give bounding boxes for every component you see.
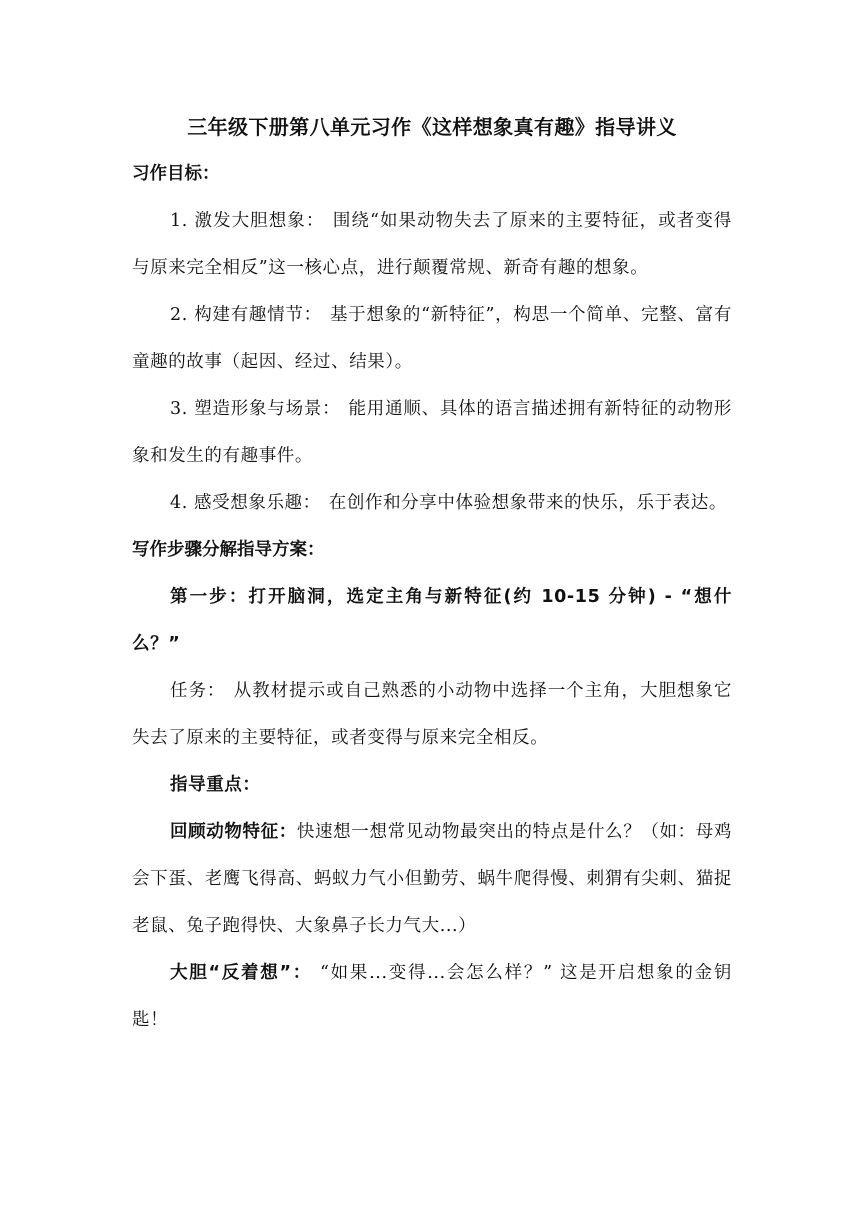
goal-text: 能用通顺、具体的语言描述拥有新特征的动物形象和发生的有趣事件。 xyxy=(132,399,732,466)
step1-task xyxy=(132,668,732,762)
steps-heading: 写作步骤分解指导方案： xyxy=(132,540,325,560)
goal-text: 在创作和分享中体验想象带来的快乐，乐于表达。 xyxy=(328,493,727,513)
goal-label: 3. 塑造形象与场景： xyxy=(170,399,341,419)
goal-label: 2. 构建有趣情节： xyxy=(170,305,322,325)
reverse-paragraph xyxy=(132,950,732,1044)
step1-title: 第一步：打开脑洞，选定主角与新特征(约 10-15 分钟) - “想什么？” xyxy=(132,587,732,654)
task-text: 从教材提示或自己熟悉的小动物中选择一个主角，大胆想象它失去了原来的主要特征，或者变得与原来完全相反。 xyxy=(132,681,732,748)
goal-label: 4. 感受想象乐趣： xyxy=(170,493,321,513)
goal-item xyxy=(132,386,732,480)
goal-text: 围绕“如果动物失去了原来的主要特征，或者变得与原来完全相反”这一核心点，进行颠覆常规、新奇有趣的想象。 xyxy=(132,211,732,278)
review-paragraph xyxy=(132,809,732,950)
reverse-text: “如果...变得...会怎么样？” 这是开启想象的金钥匙！ xyxy=(132,963,732,1030)
task-label: 任务： xyxy=(170,681,226,701)
goal-item xyxy=(132,292,732,386)
review-text: 快速想一想常见动物最突出的特点是什么？（如：母鸡会下蛋、老鹰飞得高、蚂蚁力气小但勤劳、蜗牛爬得慢、刺猬有尖刺、猫捉老鼠、兔子跑得快、大象鼻子长力气大...） xyxy=(132,822,733,936)
document-title: 三年级下册第八单元习作《这样想象真有趣》指导讲义 xyxy=(187,115,677,139)
goal-item xyxy=(132,198,732,292)
review-label: 回顾动物特征： xyxy=(170,822,297,842)
goal-text: 基于想象的“新特征”，构思一个简单、完整、富有童趣的故事（起因、经过、结果）。 xyxy=(132,305,732,372)
document-body xyxy=(132,104,732,1044)
goal-item xyxy=(132,480,732,527)
reverse-label: 大胆“反着想”： xyxy=(170,963,312,983)
goals-heading: 习作目标： xyxy=(132,164,220,184)
goal-label: 1. 激发大胆想象： xyxy=(170,211,325,231)
focus-heading: 指导重点： xyxy=(170,775,261,795)
